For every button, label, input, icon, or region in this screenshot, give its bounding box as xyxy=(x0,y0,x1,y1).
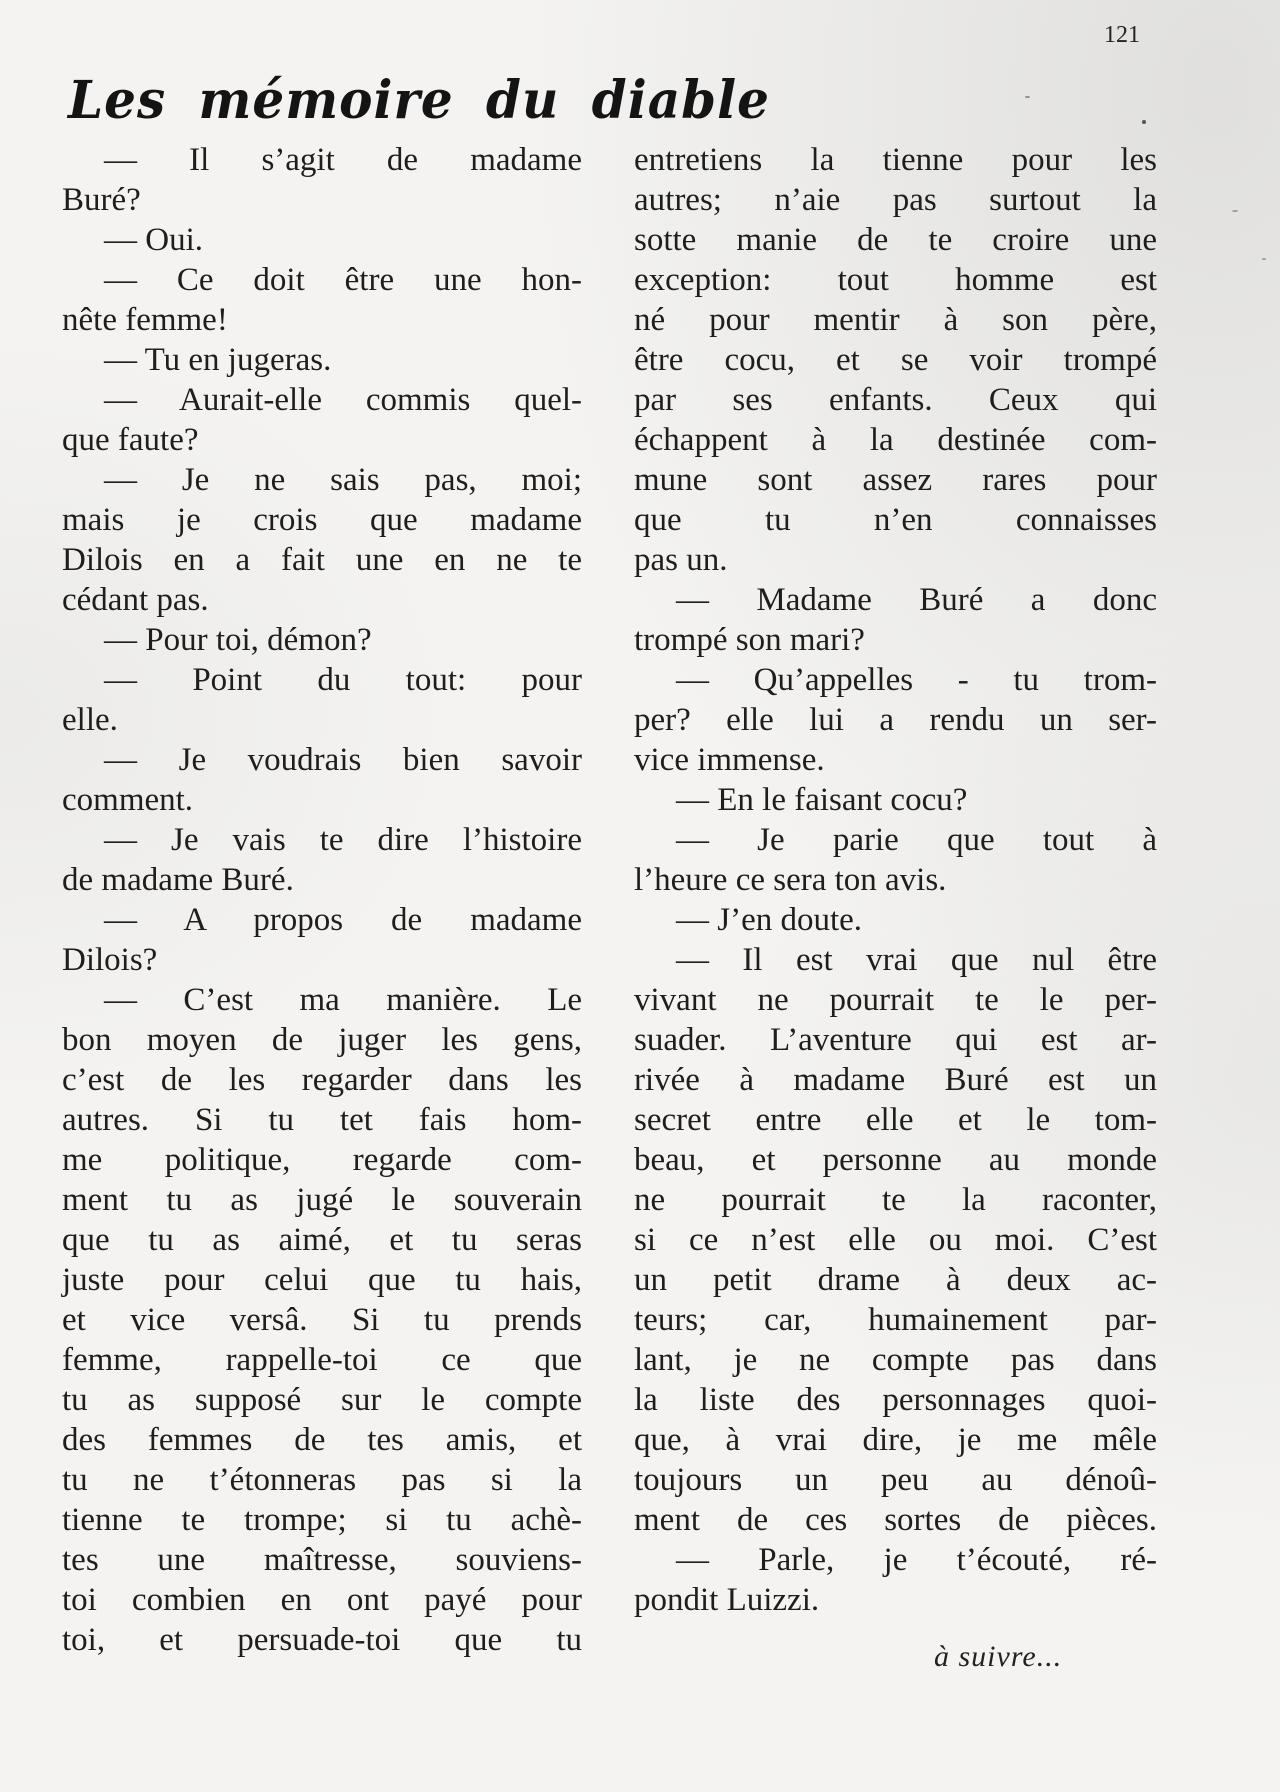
text-line: par ses enfants. Ceux qui xyxy=(634,382,1157,418)
text-line: — Je vais te dire l’histoire xyxy=(104,822,582,858)
text-line: trompé son mari? xyxy=(634,622,865,658)
text-line: juste pour celui que tu hais, xyxy=(62,1262,582,1298)
text-line: vice immense. xyxy=(634,742,825,778)
text-line: exception: tout homme est xyxy=(634,262,1157,298)
text-line: comment. xyxy=(62,782,194,818)
text-line: et vice versâ. Si tu prends xyxy=(62,1302,582,1338)
text-line: — Il s’agit de madame xyxy=(104,142,582,178)
left-text-column xyxy=(62,140,582,1660)
text-line: entretiens la tienne pour les xyxy=(634,142,1157,178)
text-line: de madame Buré. xyxy=(62,862,294,898)
text-line: l’heure ce sera ton avis. xyxy=(634,862,947,898)
text-line: femme, rappelle-toi ce que xyxy=(62,1342,582,1378)
text-line: — Pour toi, démon? xyxy=(104,622,372,658)
text-line: bon moyen de juger les gens, xyxy=(62,1022,582,1058)
text-line: lant, je ne compte pas dans xyxy=(634,1342,1157,1378)
text-line: — Madame Buré a donc xyxy=(676,582,1157,618)
text-line: un petit drame à deux ac- xyxy=(634,1262,1157,1298)
text-line: Buré? xyxy=(62,182,141,218)
text-line: des femmes de tes amis, et xyxy=(62,1422,582,1458)
text-line: — J’en doute. xyxy=(676,902,863,938)
text-line: — Point du tout: pour xyxy=(104,662,582,698)
text-line: sotte manie de te croire une xyxy=(634,222,1157,258)
text-line: elle. xyxy=(62,702,118,738)
text-line: secret entre elle et le tom- xyxy=(634,1102,1157,1138)
article-title: Les mémoire du diable xyxy=(68,68,770,131)
text-line: — Je ne sais pas, moi; xyxy=(104,462,582,498)
text-line: échappent à la destinée com- xyxy=(634,422,1157,458)
text-line: pas un. xyxy=(634,542,728,578)
text-line: tienne te trompe; si tu achè- xyxy=(62,1502,582,1538)
text-line: — Qu’appelles - tu trom- xyxy=(676,662,1157,698)
print-speck xyxy=(1025,96,1030,98)
text-line: me politique, regarde com- xyxy=(62,1142,582,1178)
text-line: per? elle lui a rendu un ser- xyxy=(634,702,1157,738)
text-line: ment de ces sortes de pièces. xyxy=(634,1502,1157,1538)
text-line: — Je parie que tout à xyxy=(676,822,1157,858)
text-line: — A propos de madame xyxy=(104,902,582,938)
text-line: que, à vrai dire, je me mêle xyxy=(634,1422,1157,1458)
text-line: — Aurait-elle commis quel- xyxy=(104,382,582,418)
text-line: — C’est ma manière. Le xyxy=(104,982,582,1018)
text-line: vivant ne pourrait te le per- xyxy=(634,982,1157,1018)
print-speck xyxy=(1142,120,1146,124)
text-line: toi combien en ont payé pour xyxy=(62,1582,582,1618)
text-line: mune sont assez rares pour xyxy=(634,462,1157,498)
text-line: cédant pas. xyxy=(62,582,209,618)
text-line: — En le faisant cocu? xyxy=(676,782,968,818)
text-line: la liste des personnages quoi- xyxy=(634,1382,1157,1418)
text-line: tes une maîtresse, souviens- xyxy=(62,1542,582,1578)
text-line: tu ne t’étonneras pas si la xyxy=(62,1462,582,1498)
text-line: autres; n’aie pas surtout la xyxy=(634,182,1157,218)
text-line: toi, et persuade-toi que tu xyxy=(62,1622,582,1658)
text-line: — Je voudrais bien savoir xyxy=(104,742,582,778)
text-line: Dilois? xyxy=(62,942,158,978)
text-line: pondit Luizzi. xyxy=(634,1582,820,1618)
text-line: tu as supposé sur le compte xyxy=(62,1382,582,1418)
text-line: toujours un peu au dénoû- xyxy=(634,1462,1157,1498)
text-line: — Tu en jugeras. xyxy=(104,342,332,378)
text-line: ment tu as jugé le souverain xyxy=(62,1182,582,1218)
text-line: — Ce doit être une hon- xyxy=(104,262,582,298)
text-line: nête femme! xyxy=(62,302,228,338)
text-line: que tu as aimé, et tu seras xyxy=(62,1222,582,1258)
text-line: Dilois en a fait une en ne te xyxy=(62,542,582,578)
text-line: suader. L’aventure qui est ar- xyxy=(634,1022,1157,1058)
text-line: mais je crois que madame xyxy=(62,502,582,538)
text-line: être cocu, et se voir trompé xyxy=(634,342,1157,378)
text-line: si ce n’est elle ou moi. C’est xyxy=(634,1222,1157,1258)
continuation-note: à suivre... xyxy=(934,1640,1063,1673)
print-speck xyxy=(1262,258,1266,260)
text-line: né pour mentir à son père, xyxy=(634,302,1157,338)
text-line: que faute? xyxy=(62,422,199,458)
text-line: — Oui. xyxy=(104,222,203,258)
text-line: beau, et personne au monde xyxy=(634,1142,1157,1178)
print-speck xyxy=(1232,210,1238,212)
text-line: teurs; car, humainement par- xyxy=(634,1302,1157,1338)
text-line: — Parle, je t’écouté, ré- xyxy=(676,1542,1157,1578)
text-line: autres. Si tu tet fais hom- xyxy=(62,1102,582,1138)
right-text-column xyxy=(634,140,1157,1620)
text-line: — Il est vrai que nul être xyxy=(676,942,1157,978)
text-line: rivée à madame Buré est un xyxy=(634,1062,1157,1098)
page-number: 121 xyxy=(1104,22,1140,48)
text-line: que tu n’en connaisses xyxy=(634,502,1157,538)
text-line: ne pourrait te la raconter, xyxy=(634,1182,1157,1218)
text-line: c’est de les regarder dans les xyxy=(62,1062,582,1098)
